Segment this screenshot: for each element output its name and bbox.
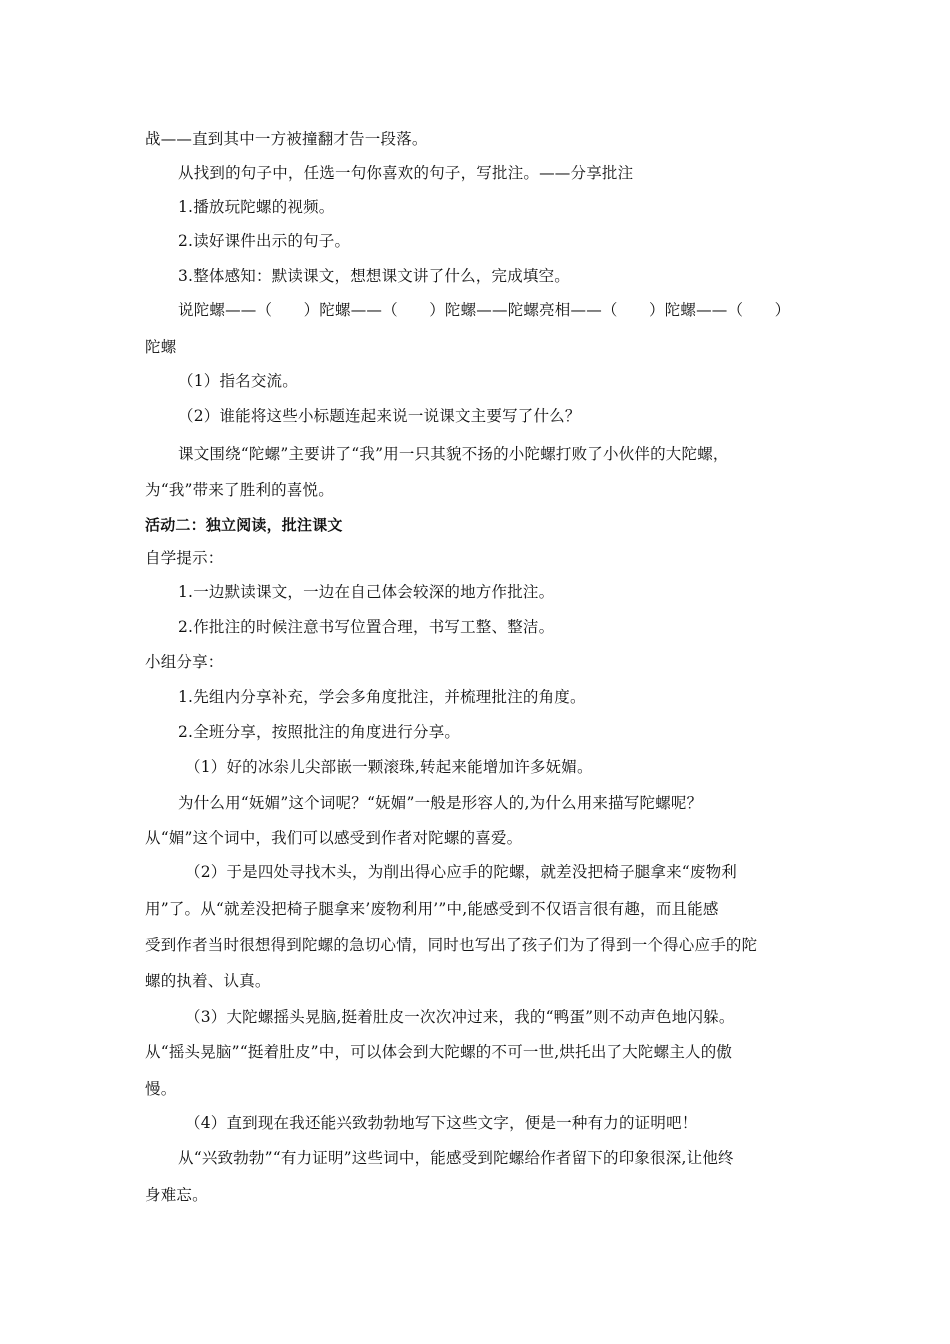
quote-line: （1）好的冰尜儿尖部嵌一颗滚珠,转起来能增加许多妩媚。 xyxy=(185,758,593,776)
quote-line: （4）直到现在我还能兴致勃勃地写下这些文字，便是一种有力的证明吧！ xyxy=(185,1114,698,1132)
quote-line: （3）大陀螺摇头晃脑,挺着肚皮一次次冲过来，我的“鸭蛋”则不动声色地闪躲。 xyxy=(185,1008,735,1026)
list-item: 3.整体感知：默读课文，想想课文讲了什么，完成填空。 xyxy=(178,267,570,285)
quote-line: （2）于是四处寻找木头，为削出得心应手的陀螺，就差没把椅子腿拿来“废物利 xyxy=(185,863,737,881)
list-item: 2.全班分享，按照批注的角度进行分享。 xyxy=(178,723,461,741)
list-item: 1.一边默读课文，一边在自己体会较深的地方作批注。 xyxy=(178,583,555,601)
text-line: 陀螺 xyxy=(145,338,177,356)
list-item: 1.播放玩陀螺的视频。 xyxy=(178,198,335,216)
list-item: 1.先组内分享补充，学会多角度批注，并梳理批注的角度。 xyxy=(178,688,586,706)
list-item: （1）指名交流。 xyxy=(178,372,298,390)
subheading: 小组分享： xyxy=(145,653,224,671)
text-line: 从找到的句子中，任选一句你喜欢的句子，写批注。——分享批注 xyxy=(178,164,634,182)
fill-blank-line: 说陀螺——（ ）陀螺——（ ）陀螺——陀螺亮相——（ ）陀螺——（ ） xyxy=(178,301,791,319)
text-line: 慢。 xyxy=(145,1080,177,1098)
text-line: 用”了。从“就差没把椅子腿拿来’废物利用’”中,能感受到不仅语言很有趣，而且能感 xyxy=(145,900,719,918)
text-line: 为“我”带来了胜利的喜悦。 xyxy=(145,481,334,499)
text-line: 战——直到其中一方被撞翻才告一段落。 xyxy=(145,130,428,148)
text-line: 从“摇头晃脑”“挺着肚皮”中，可以体会到大陀螺的不可一世,烘托出了大陀螺主人的傲 xyxy=(145,1043,733,1061)
text-line: 身难忘。 xyxy=(145,1186,208,1204)
section-heading: 活动二：独立阅读，批注课文 xyxy=(145,516,343,534)
list-item: 2.读好课件出示的句子。 xyxy=(178,232,351,250)
text-line: 从“兴致勃勃”“有力证明”这些词中，能感受到陀螺给作者留下的印象很深,让他终 xyxy=(178,1149,734,1167)
text-line: 螺的执着、认真。 xyxy=(145,972,271,990)
text-line: 受到作者当时很想得到陀螺的急切心情，同时也写出了孩子们为了得到一个得心应手的陀 xyxy=(145,936,758,954)
text-line: 为什么用“妩媚”这个词呢？“妩媚”一般是形容人的,为什么用来描写陀螺呢？ xyxy=(178,794,703,812)
text-line: 课文围绕“陀螺”主要讲了“我”用一只其貌不扬的小陀螺打败了小伙伴的大陀螺， xyxy=(178,445,729,463)
text-line: 从“媚”这个词中，我们可以感受到作者对陀螺的喜爱。 xyxy=(145,829,523,847)
list-item: 2.作批注的时候注意书写位置合理，书写工整、整洁。 xyxy=(178,618,555,636)
subheading: 自学提示： xyxy=(145,549,224,567)
list-item: （2）谁能将这些小标题连起来说一说课文主要写了什么？ xyxy=(178,407,581,425)
